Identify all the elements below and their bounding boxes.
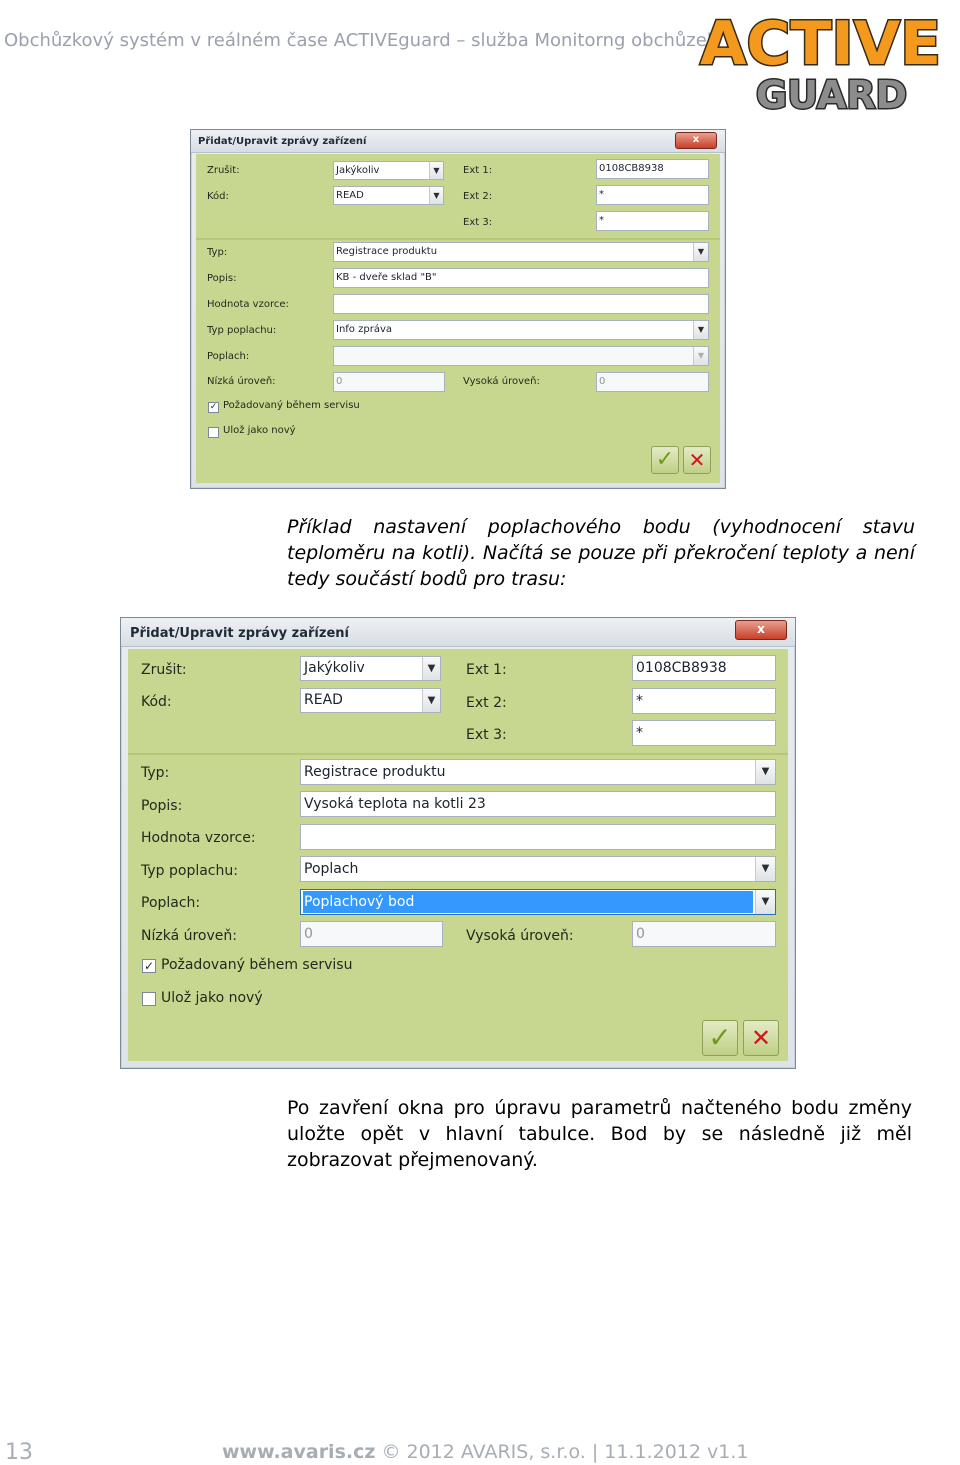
label-typ: Typ: — [141, 765, 170, 781]
nizka-value: 0 — [304, 926, 313, 942]
dialog-title: Přidat/Upravit zprávy zařízení — [130, 626, 349, 641]
label-kod: Kód: — [207, 191, 229, 202]
edit-device-message-dialog-2 — [120, 617, 796, 1069]
vysoka-value: 0 — [599, 376, 606, 387]
label-nizka-uroven: Nízká úroveň: — [141, 928, 237, 944]
close-icon: x — [757, 622, 765, 636]
zrusit-value: Jakýkoliv — [336, 165, 380, 176]
label-ext2: Ext 2: — [463, 191, 493, 202]
nizka-value: 0 — [336, 376, 343, 387]
ext1-input[interactable] — [596, 159, 709, 179]
dialog-body — [196, 154, 720, 483]
popis-value: Vysoká teplota na kotli 23 — [304, 796, 486, 812]
page-number: 13 — [5, 1440, 33, 1465]
label-kod: Kód: — [141, 694, 172, 710]
label-ext3: Ext 3: — [466, 727, 507, 743]
typ-poplachu-select[interactable] — [333, 320, 709, 340]
label-typ: Typ: — [207, 247, 228, 258]
label-poplach: Poplach: — [141, 895, 201, 911]
ext3-value: * — [599, 215, 604, 226]
chevron-down-icon[interactable]: ▼ — [755, 857, 775, 881]
typ-value: Registrace produktu — [304, 764, 446, 780]
ext3-input[interactable] — [596, 211, 709, 231]
vysoka-uroven-input[interactable] — [596, 372, 709, 392]
ext1-input[interactable] — [632, 655, 776, 681]
required-during-service-checkbox[interactable] — [208, 402, 219, 413]
dialog-title-bar — [191, 130, 725, 153]
ext3-input[interactable] — [632, 720, 776, 746]
ok-button[interactable] — [651, 446, 679, 474]
label-zrusit: Zrušit: — [207, 165, 240, 176]
zrusit-select[interactable] — [333, 161, 444, 180]
required-during-service-checkbox[interactable] — [142, 959, 156, 973]
kod-select[interactable] — [300, 688, 441, 713]
label-vysoka-uroven: Vysoká úroveň: — [466, 928, 574, 944]
label-popis: Popis: — [141, 798, 183, 814]
ext2-value: * — [636, 693, 643, 709]
document-header-title: Obchůzkový systém v reálném čase ACTIVEguard – služba Monitorng obchůzek — [4, 30, 718, 51]
chevron-down-icon[interactable]: ▼ — [755, 760, 775, 784]
label-ext1: Ext 1: — [466, 662, 507, 678]
chevron-down-icon[interactable]: ▼ — [429, 162, 443, 179]
typ-poplachu-select[interactable] — [300, 856, 776, 882]
section-divider — [196, 238, 720, 240]
cross-icon: ✕ — [688, 448, 706, 472]
chevron-down-icon[interactable]: ▼ — [693, 321, 708, 339]
ext3-value: * — [636, 725, 643, 741]
dialog-title-bar — [121, 618, 795, 647]
popis-input[interactable] — [333, 268, 709, 288]
vysoka-uroven-input[interactable] — [632, 921, 776, 947]
zrusit-value: Jakýkoliv — [304, 660, 365, 676]
chevron-down-icon[interactable]: ▼ — [755, 890, 775, 914]
check-icon: ✓ — [708, 1021, 732, 1054]
label-typ-poplachu: Typ poplachu: — [207, 325, 277, 336]
cross-icon: ✕ — [750, 1024, 772, 1052]
hodnota-vzorce-input[interactable] — [300, 824, 776, 850]
edit-device-message-dialog-1 — [190, 129, 726, 489]
dialog-body — [128, 649, 788, 1061]
label-ext3: Ext 3: — [463, 217, 493, 228]
label-nizka-uroven: Nízká úroveň: — [207, 376, 276, 387]
caption-example-alarm-point: Příklad nastavení poplachového bodu (vyhodnocení stavu teploměru na kotli). Načítá se pouze při překročení teploty a není tedy součástí bodů pro trasu: — [287, 516, 915, 590]
kod-value: READ — [304, 692, 343, 708]
nizka-uroven-input[interactable] — [333, 372, 445, 392]
footer-line — [222, 1441, 748, 1463]
chevron-down-icon[interactable]: ▼ — [429, 187, 443, 204]
label-poplach: Poplach: — [207, 351, 250, 362]
dialog-title: Přidat/Upravit zprávy zařízení — [198, 136, 367, 147]
close-icon: x — [692, 134, 700, 145]
poplach-select[interactable] — [300, 889, 776, 915]
label-popis: Popis: — [207, 273, 237, 284]
label-zrusit: Zrušit: — [141, 662, 187, 678]
save-as-new-checkbox[interactable] — [208, 427, 219, 438]
nizka-uroven-input[interactable] — [300, 921, 443, 947]
save-as-new-checkbox[interactable] — [142, 992, 156, 1006]
caption-save-changes: Po zavření okna pro úpravu parametrů načteného bodu změny uložte opět v hlavní tabulce. Bod by se následně již měl zobrazovat přejmenovaný. — [287, 1097, 912, 1171]
required-during-service-label: Požadovaný během servisu — [223, 400, 360, 411]
ext2-input[interactable] — [632, 688, 776, 714]
close-button[interactable] — [675, 132, 717, 149]
kod-select[interactable] — [333, 186, 444, 205]
kod-value: READ — [336, 190, 364, 201]
popis-input[interactable] — [300, 791, 776, 817]
chevron-down-icon[interactable]: ▼ — [422, 657, 440, 680]
save-as-new-label: Ulož jako nový — [161, 990, 263, 1006]
ext1-value: 0108CB8938 — [636, 660, 727, 676]
label-hodnota-vzorce: Hodnota vzorce: — [141, 830, 256, 846]
svg-text:GUARD: GUARD — [756, 73, 908, 114]
label-typ-poplachu: Typ poplachu: — [141, 863, 238, 879]
hodnota-vzorce-input[interactable] — [333, 294, 709, 314]
chevron-down-icon[interactable]: ▼ — [693, 243, 708, 261]
chevron-down-icon[interactable]: ▼ — [422, 689, 440, 712]
save-as-new-label: Ulož jako nový — [223, 425, 296, 436]
typ-select[interactable] — [333, 242, 709, 262]
ext2-value: * — [599, 189, 604, 200]
ext1-value: 0108CB8938 — [599, 163, 664, 174]
check-icon: ✓ — [655, 447, 675, 472]
label-ext1: Ext 1: — [463, 165, 493, 176]
footer-copyright: © 2012 AVARIS, s.r.o. | 11.1.2012 v1.1 — [381, 1441, 749, 1463]
poplach-value: Poplachový bod — [303, 891, 753, 913]
popis-value: KB - dveře sklad "B" — [336, 272, 437, 283]
label-ext2: Ext 2: — [466, 695, 507, 711]
check-icon: ✓ — [209, 402, 218, 412]
ext2-input[interactable] — [596, 185, 709, 205]
cancel-button[interactable] — [683, 446, 711, 474]
section-divider — [128, 753, 788, 755]
footer-website-link[interactable]: www.avaris.cz — [222, 1441, 376, 1463]
typ-value: Registrace produktu — [336, 246, 438, 257]
typ-select[interactable] — [300, 759, 776, 785]
label-hodnota-vzorce: Hodnota vzorce: — [207, 299, 289, 310]
activeguard-logo — [694, 6, 956, 114]
svg-text:ACTIVE: ACTIVE — [700, 9, 942, 79]
close-button[interactable] — [735, 620, 787, 640]
check-icon: ✓ — [143, 959, 155, 973]
typ-poplachu-value: Poplach — [304, 861, 359, 877]
zrusit-select[interactable] — [300, 656, 441, 681]
label-vysoka-uroven: Vysoká úroveň: — [463, 376, 540, 387]
required-during-service-label: Požadovaný během servisu — [161, 957, 353, 973]
poplach-select[interactable] — [333, 346, 709, 366]
chevron-down-icon[interactable]: ▼ — [693, 347, 708, 365]
vysoka-value: 0 — [636, 926, 645, 942]
typ-poplachu-value: Info zpráva — [336, 324, 392, 335]
cancel-button[interactable] — [743, 1020, 779, 1056]
ok-button[interactable] — [702, 1020, 738, 1056]
